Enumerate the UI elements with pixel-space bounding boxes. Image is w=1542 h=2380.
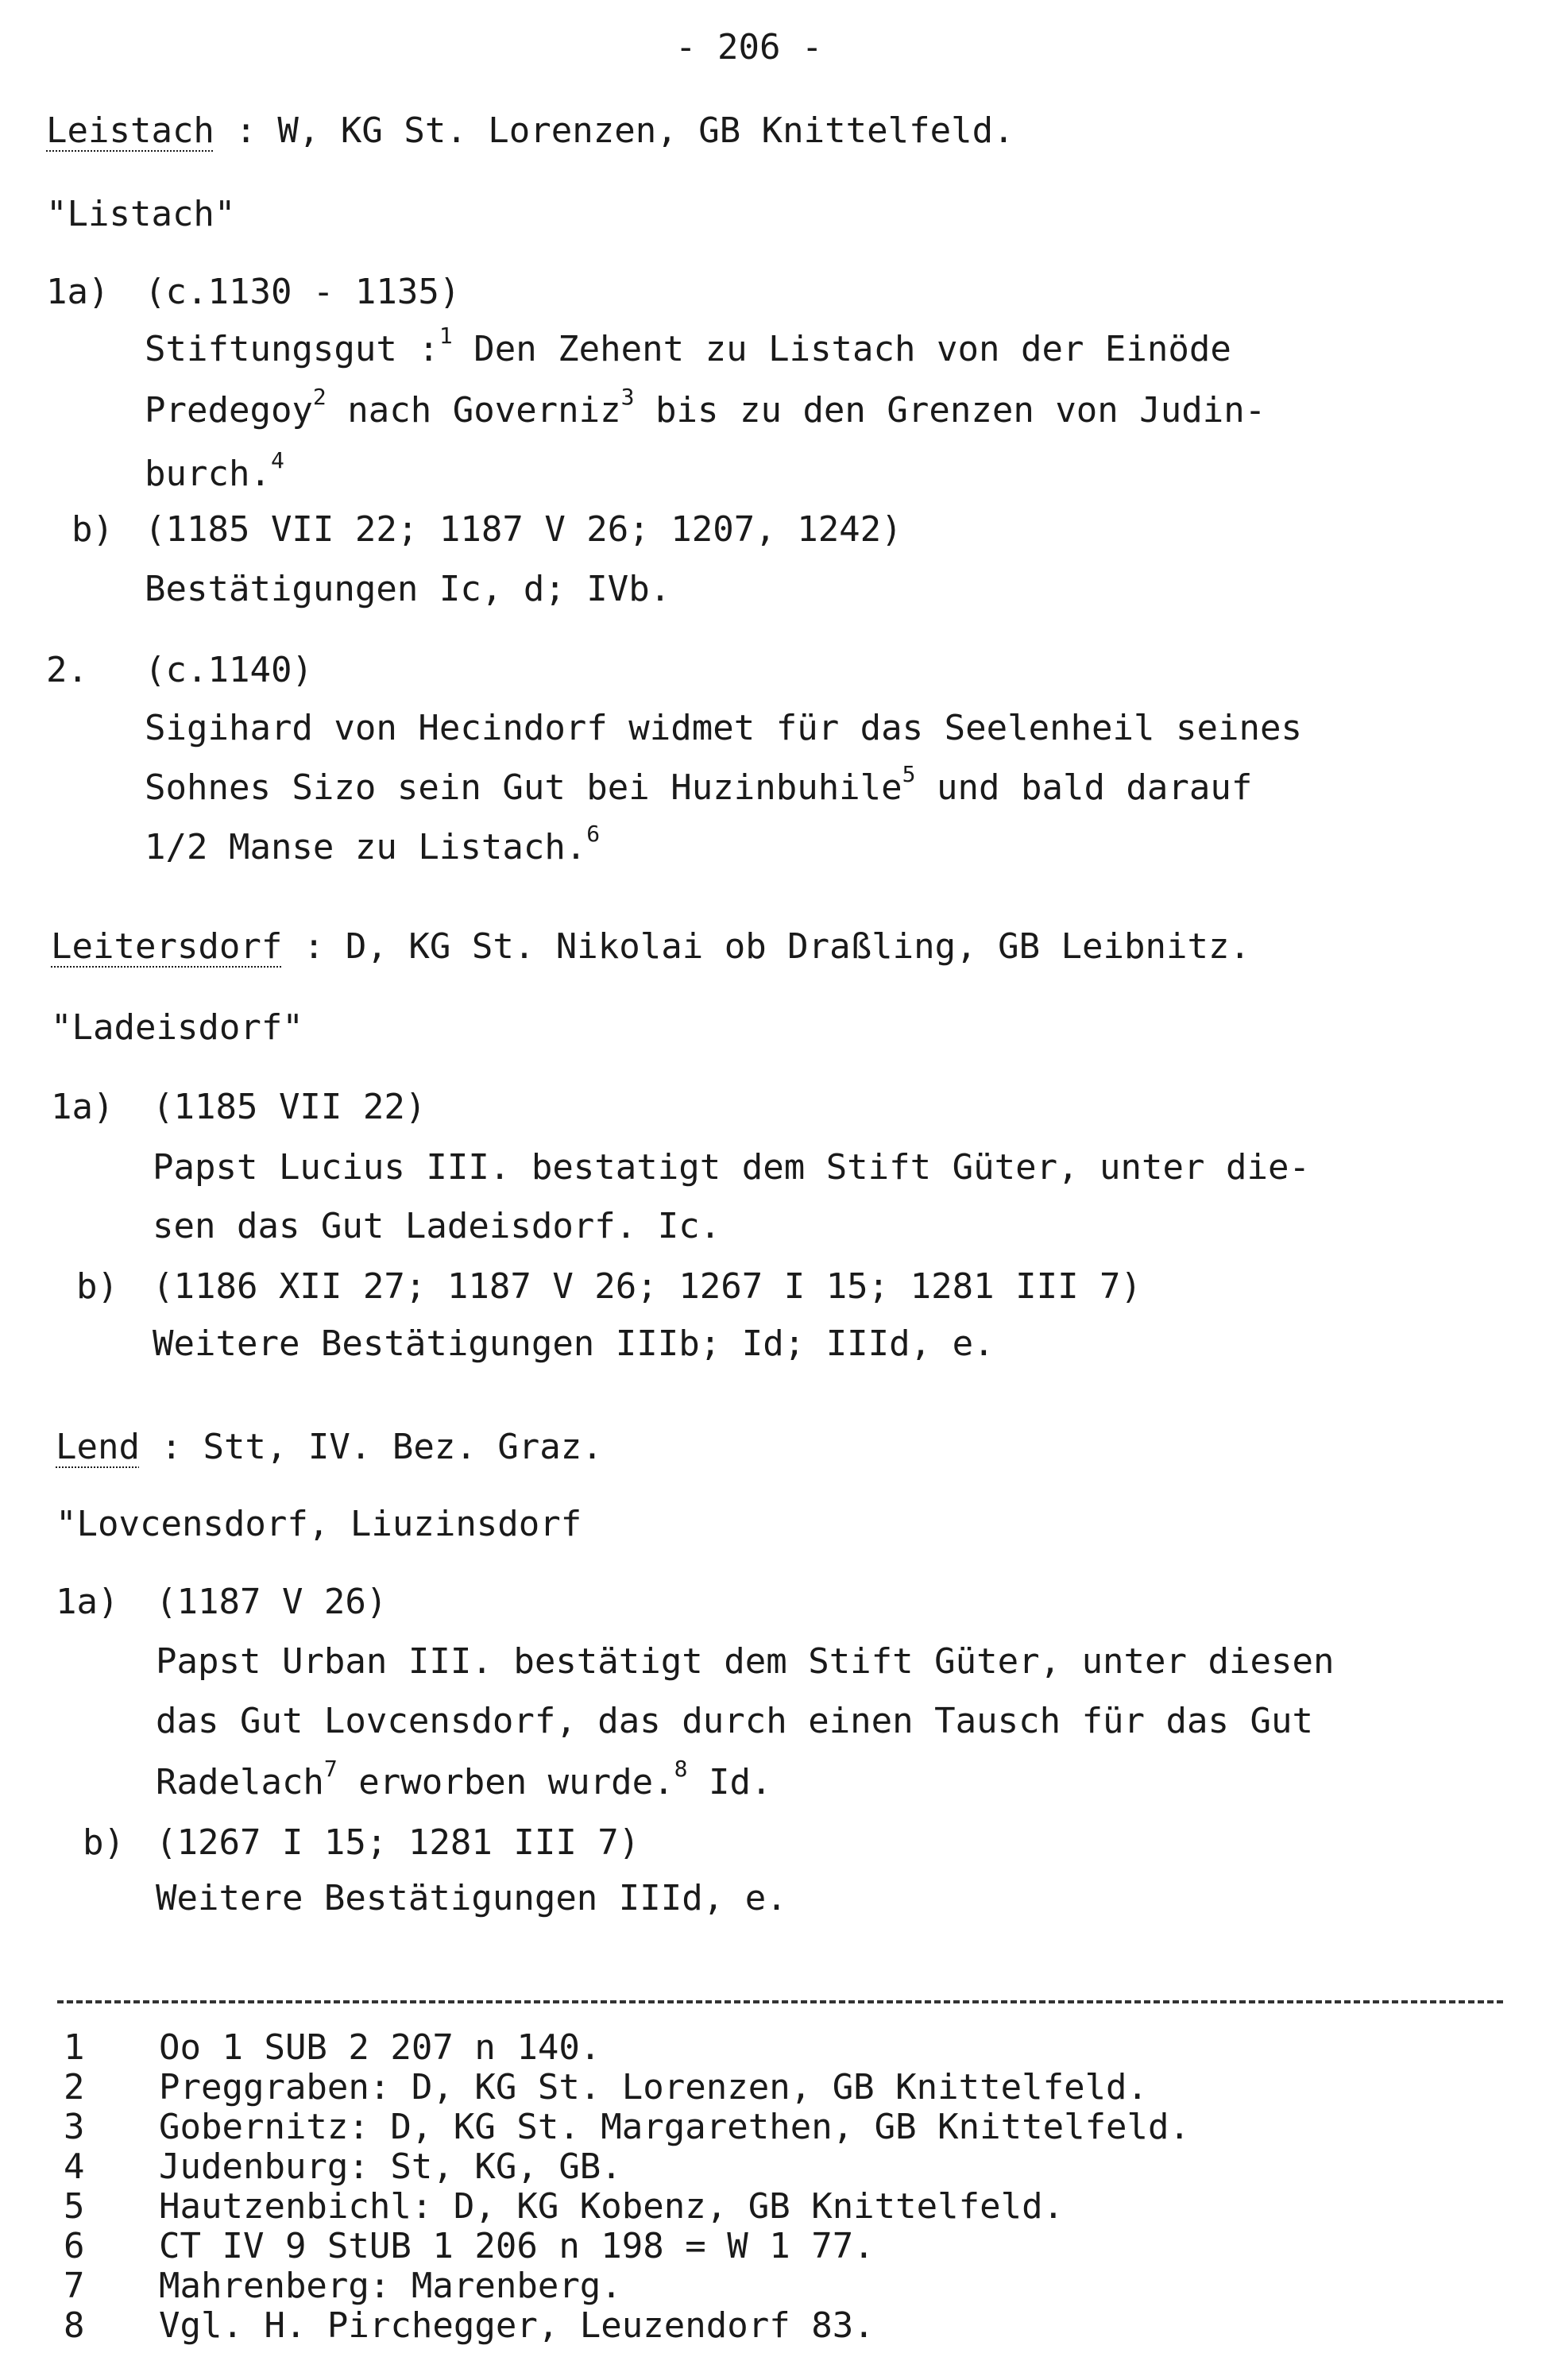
- footnote-number: 1: [64, 2027, 85, 2068]
- footnote-text: Judenburg: St, KG, GB.: [159, 2146, 622, 2187]
- text-run: Radelach: [156, 1762, 324, 1802]
- item-label: b): [76, 1266, 118, 1307]
- entry-quote: "Listach": [46, 194, 236, 234]
- footnote-number: 8: [64, 2305, 85, 2346]
- item-text-line: [145, 384, 1266, 431]
- item-label: 2.: [46, 650, 88, 690]
- footnote-number: 3: [64, 2107, 85, 2147]
- item-label: 1a): [46, 272, 110, 312]
- footnote-number: 7: [64, 2266, 85, 2306]
- text-run: Predegoy: [145, 390, 313, 431]
- entry-heading-line: [46, 110, 1014, 151]
- text-run: Sohnes Sizo sein Gut bei Huzinbuhile: [145, 767, 902, 808]
- item-text-line: Weitere Bestätigungen IIIb; Id; IIId, e.: [153, 1323, 995, 1364]
- item-text-line: Papst Lucius III. bestatigt dem Stift Güter, unter die-: [153, 1147, 1310, 1188]
- text-run: Den Zehent zu Listach von der Einöde: [452, 329, 1231, 369]
- entry-heading-line: [56, 1427, 603, 1467]
- footnote-text: Hautzenbichl: D, KG Kobenz, GB Knittelfeld.: [159, 2186, 1065, 2227]
- item-text-line: [156, 1756, 772, 1802]
- entry-heading-details: : D, KG St. Nikolai ob Draßling, GB Leibnitz.: [303, 926, 1250, 967]
- item-label: 1a): [56, 1582, 119, 1622]
- text-run: bis zu den Grenzen von Judin-: [634, 390, 1266, 431]
- item-date: (1186 XII 27; 1187 V 26; 1267 I 15; 1281 III 7): [153, 1266, 1142, 1307]
- entry-heading-details: : Stt, IV. Bez. Graz.: [160, 1427, 603, 1467]
- footnote-text: Gobernitz: D, KG St. Margarethen, GB Knittelfeld.: [159, 2107, 1191, 2147]
- entry-heading-line: [51, 926, 1250, 967]
- entry-heading: Leistach: [46, 110, 214, 151]
- entry-quote: "Ladeisdorf": [51, 1007, 303, 1048]
- footnote-text: Mahrenberg: Marenberg.: [159, 2266, 622, 2306]
- footnote-ref: 4: [270, 447, 284, 473]
- footnote-text: Vgl. H. Pirchegger, Leuzendorf 83.: [159, 2305, 875, 2346]
- footnote-ref: 8: [674, 1756, 688, 1782]
- item-text-line: [145, 761, 1253, 808]
- item-text-line: [145, 821, 601, 867]
- item-date: (1267 I 15; 1281 III 7): [156, 1822, 640, 1863]
- item-text-line: Bestätigungen Ic, d; IVb.: [145, 569, 671, 609]
- text-run: und bald darauf: [915, 767, 1253, 808]
- item-date: (c.1130 - 1135): [145, 272, 461, 312]
- footnote-number: 5: [64, 2186, 85, 2227]
- text-run: 1/2 Manse zu Listach.: [145, 827, 587, 867]
- footnote-ref: 5: [902, 761, 916, 787]
- text-run: burch.: [145, 454, 271, 494]
- item-date: (1187 V 26): [156, 1582, 388, 1622]
- page-number: - 206 -: [675, 27, 823, 68]
- footnote-text: Preggraben: D, KG St. Lorenzen, GB Knittelfeld.: [159, 2067, 1149, 2108]
- item-date: (1185 VII 22): [153, 1087, 427, 1127]
- footnote-number: 4: [64, 2146, 85, 2187]
- item-text-line: das Gut Lovcensdorf, das durch einen Tausch für das Gut: [156, 1701, 1313, 1741]
- text-run: erworben wurde.: [337, 1762, 674, 1802]
- item-date: (1185 VII 22; 1187 V 26; 1207, 1242): [145, 509, 902, 550]
- footnote-ref: 6: [586, 821, 601, 847]
- item-text-line: [145, 447, 284, 494]
- footnote-text: CT IV 9 StUB 1 206 n 198 = W 1 77.: [159, 2226, 875, 2266]
- item-text-line: [145, 323, 1231, 369]
- footnote-divider: [57, 2000, 1503, 2003]
- item-label: b): [71, 509, 114, 550]
- entry-heading-details: : W, KG St. Lorenzen, GB Knittelfeld.: [235, 110, 1014, 151]
- footnote-text: Oo 1 SUB 2 207 n 140.: [159, 2027, 601, 2068]
- footnote-ref: 2: [312, 384, 327, 410]
- item-label: 1a): [51, 1087, 114, 1127]
- footnote-ref: 7: [323, 1756, 338, 1782]
- text-run: Id.: [687, 1762, 772, 1802]
- entry-quote: "Lovcensdorf, Liuzinsdorf: [56, 1504, 582, 1544]
- footnote-number: 2: [64, 2067, 85, 2108]
- item-date: (c.1140): [145, 650, 313, 690]
- item-text-line: sen das Gut Ladeisdorf. Ic.: [153, 1206, 721, 1246]
- entry-heading: Lend: [56, 1427, 140, 1467]
- footnote-number: 6: [64, 2226, 85, 2266]
- item-text-line: Weitere Bestätigungen IIId, e.: [156, 1878, 787, 1918]
- text-run: nach Governiz: [326, 390, 621, 431]
- footnote-ref: 1: [439, 323, 453, 349]
- item-text-line: Sigihard von Hecindorf widmet für das Seelenheil seines: [145, 708, 1302, 748]
- entry-heading: Leitersdorf: [51, 926, 283, 967]
- item-label: b): [83, 1822, 125, 1863]
- footnote-ref: 3: [620, 384, 635, 410]
- item-text-line: Papst Urban III. bestätigt dem Stift Güter, unter diesen: [156, 1641, 1335, 1682]
- text-run: Stiftungsgut :: [145, 329, 439, 369]
